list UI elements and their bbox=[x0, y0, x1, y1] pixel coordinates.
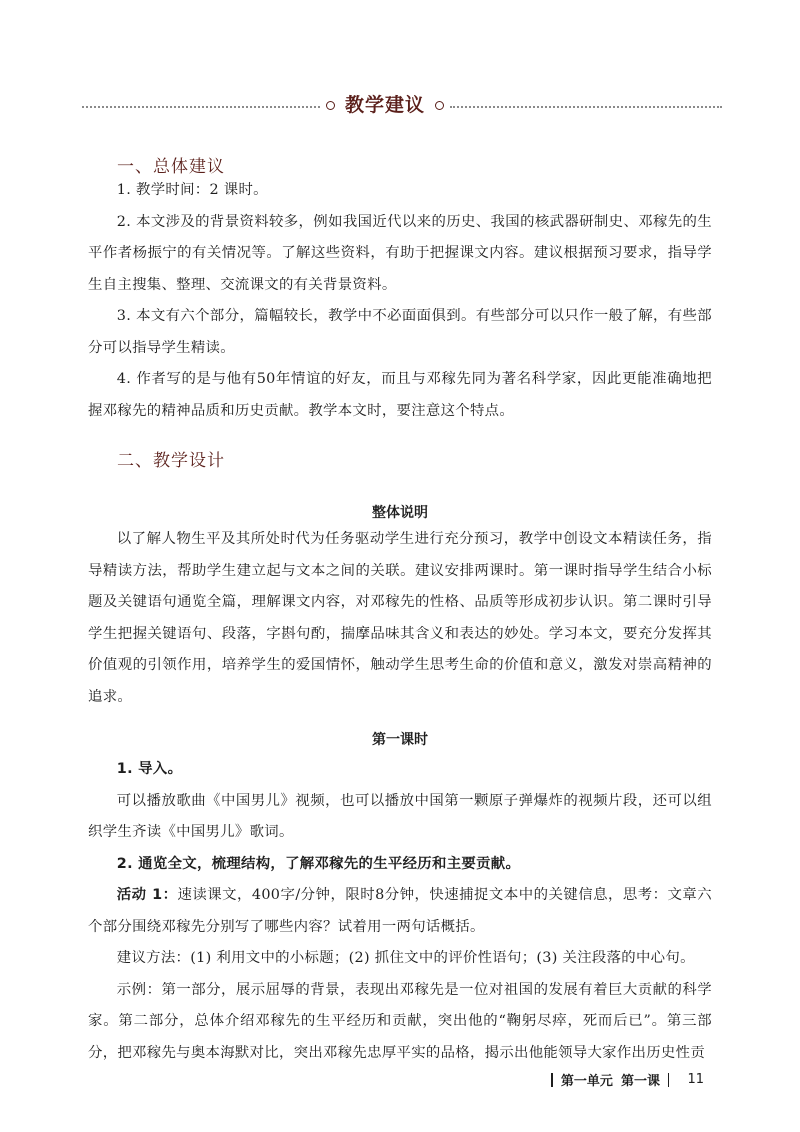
step1-title: 1. 导入。 bbox=[116, 761, 183, 777]
footer-separator-left bbox=[551, 1073, 553, 1087]
step2-title: 2. 通览全文，梳理结构，了解邓稼先的生平经历和主要贡献。 bbox=[116, 855, 521, 872]
header-title: 教学建议 bbox=[344, 93, 425, 116]
footer-lesson: 第一课 bbox=[620, 1074, 660, 1089]
step1-text: 可以播放歌曲《中国男儿》视频，也可以播放中国第一颗原子弹爆炸的视频片段，还可以组织学生齐读《中国男儿》歌词。 bbox=[88, 792, 712, 840]
footer-unit: 第一单元 bbox=[560, 1074, 613, 1089]
section-heading-overall: 一、总体建议 bbox=[117, 157, 225, 177]
page-header bbox=[82, 88, 722, 122]
section-heading-design: 二、教学设计 bbox=[117, 451, 225, 471]
lesson1-content bbox=[88, 754, 712, 1069]
activity1-text: 速读课文，400字/分钟，限时8分钟，快速捕捉文本中的关键信息，思考：文章六个部分围绕邓稼先分别写了哪些内容？试着用一两句话概括。 bbox=[88, 887, 713, 935]
header-dotted-line-right bbox=[450, 106, 722, 108]
circle-ornament-left-icon bbox=[326, 101, 335, 110]
example-text: 示例：第一部分，展示屈辱的背景，表现出邓稼先是一位对祖国的发展有着巨大贡献的科学家。第二部分，总体介绍邓稼先的生平经历和贡献，突出他的“鞠躬尽瘁，死而后已”。第三部分，把邓稼先与奥本海默对比，突出邓稼先忠厚平实的品格，揭示出他能领导大家作出历史性贡 bbox=[88, 981, 712, 1061]
page-number: 11 bbox=[687, 1072, 704, 1087]
activity1-paragraph bbox=[88, 880, 712, 943]
overview-title: 整体说明 bbox=[372, 505, 428, 521]
footer-separator-right bbox=[668, 1073, 670, 1087]
lesson1-title: 第一课时 bbox=[372, 732, 428, 748]
suggestion-item-1: 1. 教学时间：2 课时。 bbox=[116, 182, 268, 198]
overview-text-block bbox=[88, 524, 712, 713]
overview-paragraph: 以了解人物生平及其所处时代为任务驱动学生进行充分预习，教学中创设文本精读任务，指导精读方法，帮助学生建立起与文本之间的关联。建议安排两课时。第一课时指导学生结合小标题及关键语句通览全篇，理解课文内容，对邓稼先的性格、品质等形成初步认识。第二课时引导学生把握关键语句、段落，字斟句酌，揣摩品味其含义和表达的妙处。学习本文，要充分发挥其价值观的引领作用，培养学生的爱国情怀，触动学生思考生命的价值和意义，激发对崇高精神的追求。 bbox=[88, 531, 712, 705]
circle-ornament-right-icon bbox=[435, 101, 444, 110]
method-text: 建议方法：(1) 利用文中的小标题；(2) 抓住文中的评价性语句；(3) 关注段落的中心句。 bbox=[116, 950, 695, 966]
page-footer bbox=[551, 1070, 704, 1089]
activity1-label: 活动 1： bbox=[116, 887, 178, 903]
header-dotted-line-left bbox=[82, 106, 320, 108]
suggestion-item-3: 3. 本文有六个部分，篇幅较长，教学中不必面面俱到。有些部分可以只作一般了解，有些部分可以指导学生精读。 bbox=[88, 308, 712, 356]
suggestion-item-4: 4. 作者写的是与他有50年情谊的好友，而且与邓稼先同为著名科学家，因此更能准确地把握邓稼先的精神品质和历史贡献。教学本文时，要注意这个特点。 bbox=[88, 371, 712, 419]
overall-suggestions bbox=[88, 175, 712, 427]
suggestion-item-2: 2. 本文涉及的背景资料较多，例如我国近代以来的历史、我国的核武器研制史、邓稼先的生平作者杨振宁的有关情况等。了解这些资料，有助于把握课文内容。建议根据预习要求，指导学生自主搜集、整理、交流课文的有关背景资料。 bbox=[88, 213, 712, 293]
